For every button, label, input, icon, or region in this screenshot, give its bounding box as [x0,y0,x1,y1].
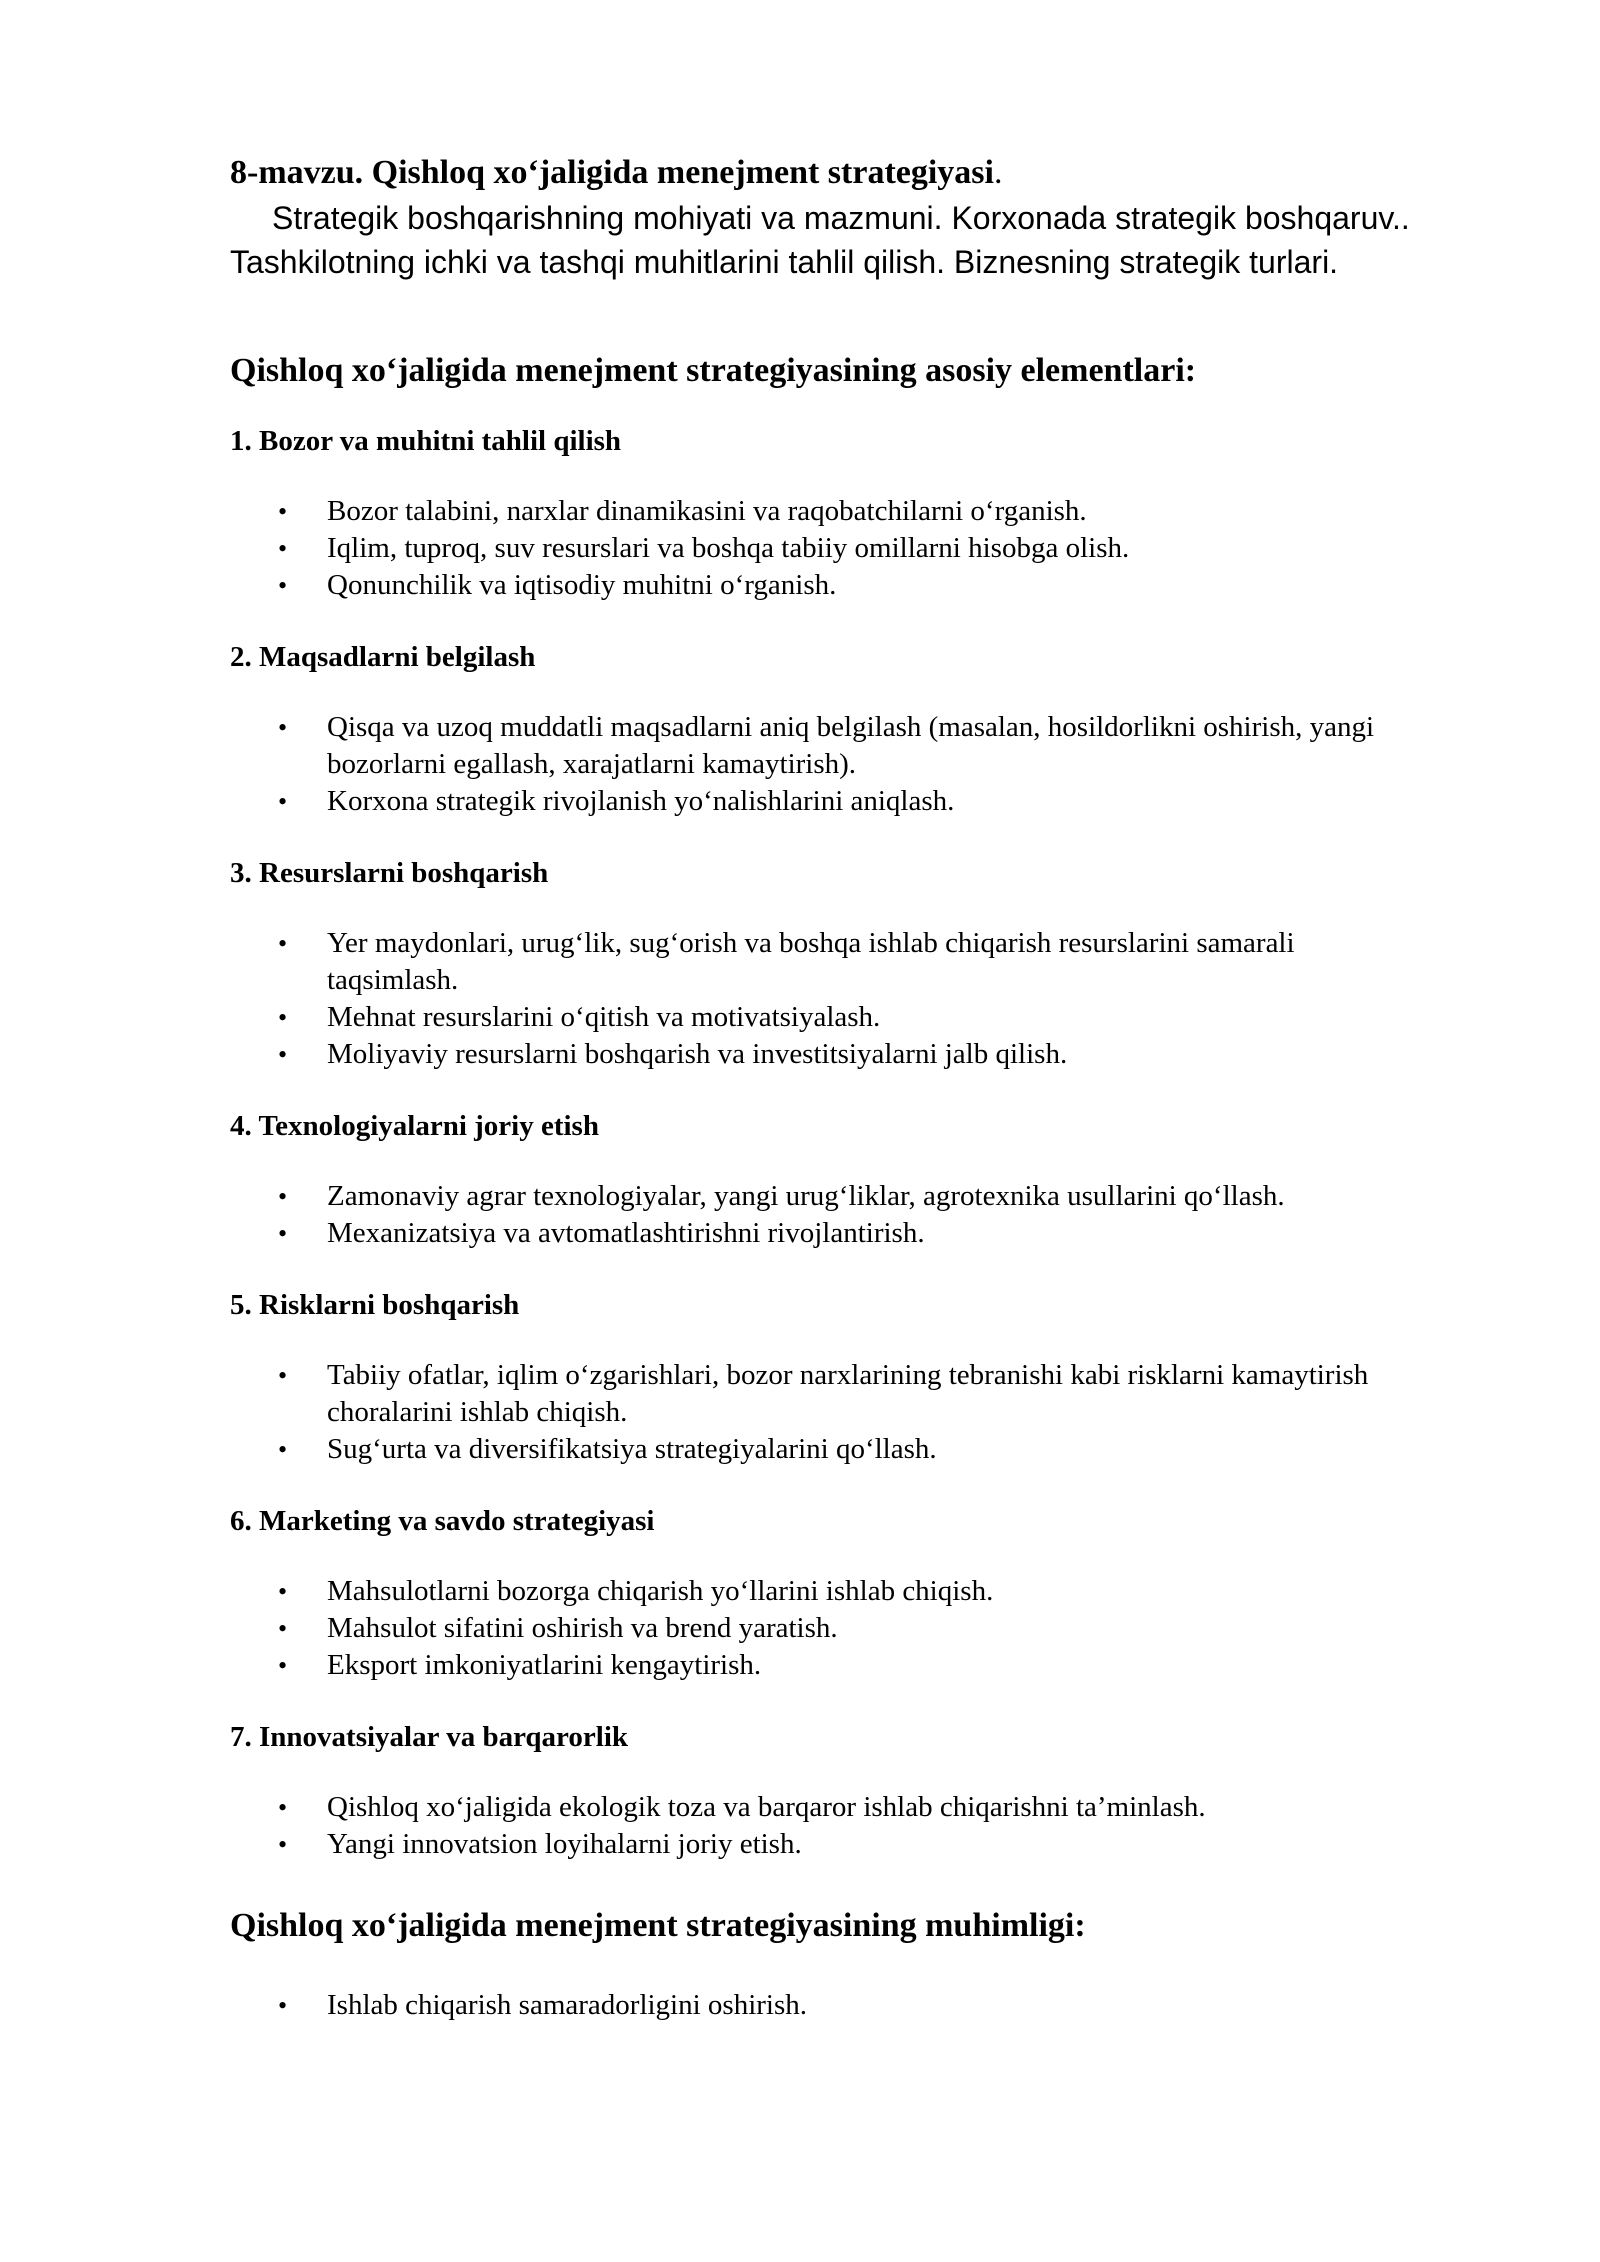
list-item [230,493,1430,530]
document-content [230,150,1430,2024]
section-list [230,1573,1430,1684]
section-heading: 1. Bozor va muhitni tahlil qilish [230,425,622,457]
list-item [230,567,1430,604]
bullet-icon: • [278,713,288,742]
list-item [230,1573,1430,1610]
list-item [230,925,1430,999]
list-item-text: Qonunchilik va iqtisodiy muhitni o‘rganish. [327,569,837,601]
list-item [230,1789,1430,1826]
list-item-text: Mahsulotlarni bozorga chiqarish yo‘llarini ishlab chiqish. [327,1575,994,1607]
topic-title-text: 8-mavzu. Qishloq xo‘jaligida menejment strategiyasi [230,154,994,191]
bullet-icon: • [278,1040,288,1069]
bullet-icon: • [278,1614,288,1643]
list-item-text: Qishloq xo‘jaligida ekologik toza va barqaror ishlab chiqarishni ta’minlash. [327,1791,1206,1823]
bullet-icon: • [278,1435,288,1464]
topic-title [230,150,1430,196]
section [230,420,1430,604]
list-item-text: Mahsulot sifatini oshirish va brend yaratish. [327,1612,838,1644]
section [230,1716,1430,1863]
list-item-text: Sug‘urta va diversifikatsiya strategiyalarini qo‘llash. [327,1433,937,1465]
bullet-icon: • [278,1991,288,2020]
section-heading: 5. Risklarni boshqarish [230,1289,520,1321]
section-heading: 4. Texnologiyalarni joriy etish [230,1110,599,1142]
list-item-text: Bozor talabini, narxlar dinamikasini va raqobatchilarni o‘rganish. [327,495,1087,527]
section [230,1105,1430,1252]
list-item-text: Qisqa va uzoq muddatli maqsadlarni aniq belgilash (masalan, hosildorlikni oshirish, yangi bozorlarni egallash, xarajatlarni kamaytirish). [327,711,1375,780]
section [230,852,1430,1073]
topic-intro: Strategik boshqarishning mohiyati va mazmuni. Korxonada strategik boshqaruv.. Tashkilotning ichki va tashqi muhitlarini tahlil qilish. Biznesning strategik turlari. [230,200,1410,280]
list-item-text: Zamonaviy agrar texnologiyalar, yangi urug‘liklar, agrotexnika usullarini qo‘llash. [327,1180,1285,1212]
list-item [230,999,1430,1036]
list-item [230,709,1430,783]
list-item [230,530,1430,567]
section-list [230,1789,1430,1863]
bullet-icon: • [278,497,288,526]
section [230,1500,1430,1684]
bullet-icon: • [278,1830,288,1859]
section-heading: 2. Maqsadlarni belgilash [230,641,536,673]
list-item [230,1987,1430,2024]
bullet-icon: • [278,534,288,563]
list-item-text: Korxona strategik rivojlanish yo‘nalishlarini aniqlash. [327,785,955,817]
bullet-icon: • [278,1651,288,1680]
section-list [230,1357,1430,1468]
list-item [230,1357,1430,1431]
bullet-icon: • [278,1793,288,1822]
bullet-icon: • [278,787,288,816]
section-list [230,1178,1430,1252]
list-item [230,1178,1430,1215]
list-item-text: Ishlab chiqarish samaradorligini oshirish. [327,1989,808,2021]
list-item-text: Yer maydonlari, urug‘lik, sug‘orish va boshqa ishlab chiqarish resurslarini samarali taqsimlash. [327,927,1295,996]
bullet-icon: • [278,929,288,958]
list-item-text: Moliyaviy resurslarni boshqarish va investitsiyalarni jalb qilish. [327,1038,1068,1070]
elements-sections [230,420,1430,1863]
list-item [230,1826,1430,1863]
bullet-icon: • [278,1182,288,1211]
importance-heading: Qishloq xo‘jaligida menejment strategiyasining muhimligi: [230,1907,1086,1944]
bullet-icon: • [278,571,288,600]
bullet-icon: • [278,1219,288,1248]
elements-heading: Qishloq xo‘jaligida menejment strategiyasining asosiy elementlari: [230,352,1197,389]
section [230,1284,1430,1468]
topic-title-period: . [994,154,1003,191]
bullet-icon: • [278,1003,288,1032]
section [230,636,1430,820]
list-item-text: Mexanizatsiya va avtomatlashtirishni rivojlantirish. [327,1217,925,1249]
section-heading: 3. Resurslarni boshqarish [230,857,549,889]
list-item [230,1036,1430,1073]
importance-list [230,1987,1430,2024]
section-heading: 6. Marketing va savdo strategiyasi [230,1505,655,1537]
bullet-icon: • [278,1361,288,1390]
list-item [230,1610,1430,1647]
list-item [230,783,1430,820]
list-item-text: Eksport imkoniyatlarini kengaytirish. [327,1649,762,1681]
list-item [230,1431,1430,1468]
list-item [230,1215,1430,1252]
list-item-text: Tabiiy ofatlar, iqlim o‘zgarishlari, bozor narxlarining tebranishi kabi risklarni kamaytirish choralarini ishlab chiqish. [327,1359,1369,1428]
section-list [230,709,1430,820]
list-item-text: Yangi innovatsion loyihalarni joriy etish. [327,1828,802,1860]
list-item-text: Mehnat resurslarini o‘qitish va motivatsiyalash. [327,1001,881,1033]
bullet-icon: • [278,1577,288,1606]
section-list [230,493,1430,604]
section-heading: 7. Innovatsiyalar va barqarorlik [230,1721,629,1753]
list-item [230,1647,1430,1684]
section-list [230,925,1430,1073]
list-item-text: Iqlim, tuproq, suv resurslari va boshqa tabiiy omillarni hisobga olish. [327,532,1130,564]
